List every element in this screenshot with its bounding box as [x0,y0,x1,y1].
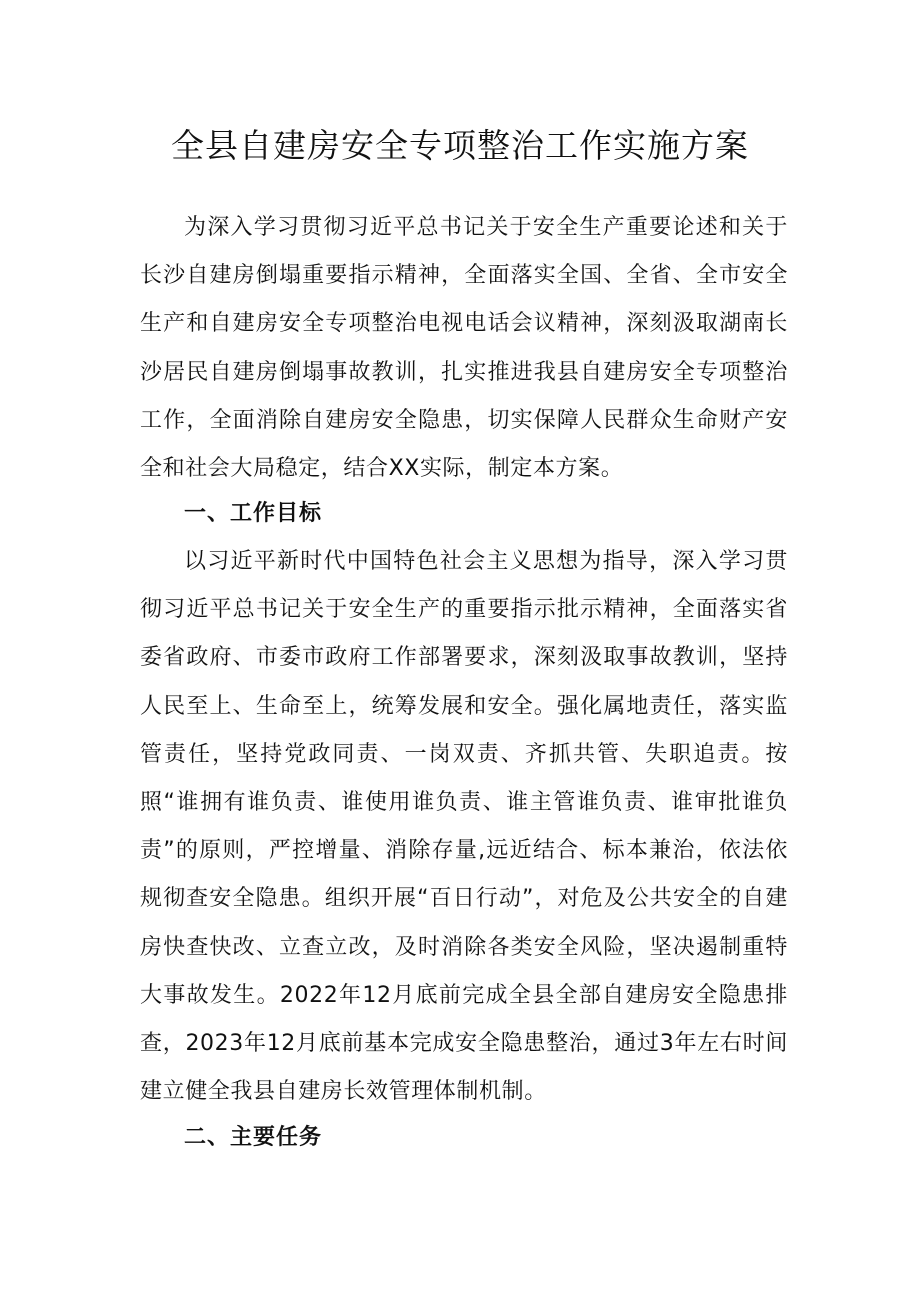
document-title: 全县自建房安全专项整治工作实施方案 [171,126,749,165]
section-heading-goals: 一、工作目标 [184,501,323,526]
goals-paragraph: 以习近平新时代中国特色社会主义思想为指导，深入学习贯彻习近平总书记关于安全生产的重要指示批示精神，全面落实省委省政府、市委市政府工作部署要求，深刻汲取事故教训，坚持人民至上、生命至上，统筹发展和安全。强化属地责任，落实监管责任，坚持党政同责、一岗双责、齐抓共管、失职追责。按照“谁拥有谁负责、谁使用谁负责、谁主管谁负责、谁审批谁负责”的原则，严控增量、消除存量,远近结合、标本兼治，依法依规彻查安全隐患。组织开展“百日行动”，对危及公共安全的自建房快查快改、立查立改，及时消除各类安全风险，坚决遏制重特大事故发生。2022年12月底前完成全县全部自建房安全隐患排查，2023年12月底前基本完成安全隐患整治，通过3年左右时间建立健全我县自建房长效管理体制机制。 [140,549,788,1105]
intro-paragraph: 为深入学习贯彻习近平总书记关于安全生产重要论述和关于长沙自建房倒塌重要指示精神，全面落实全国、全省、全市安全生产和自建房安全专项整治电视电话会议精神，深刻汲取湖南长沙居民自建房倒塌事故教训，扎实推进我县自建房安全专项整治工作，全面消除自建房安全隐患，切实保障人民群众生命财产安全和社会大局稳定，结合XX实际，制定本方案。 [140,215,788,482]
section-heading-tasks: 二、主要任务 [184,1125,323,1150]
